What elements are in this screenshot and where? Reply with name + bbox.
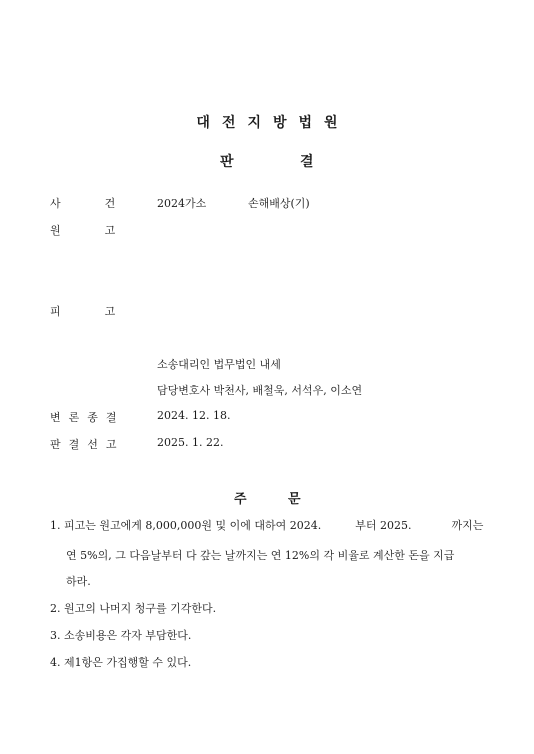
closing-label-char-4: 결 bbox=[105, 411, 117, 424]
judgment-label-char-3: 선 bbox=[87, 438, 98, 451]
plaintiff-label-char-1: 원 bbox=[50, 224, 61, 237]
plaintiff-label-char-2: 고 bbox=[104, 224, 116, 237]
order-item-1-line-2: 연 5%의, 그 다음날부터 다 갚는 날까지는 연 12%의 각 비율로 계산한 돈을 지급 bbox=[66, 549, 455, 562]
closing-date: 2024. 12. 18. bbox=[157, 409, 231, 422]
closing-label bbox=[50, 409, 117, 425]
defendant-label bbox=[50, 303, 115, 319]
order-item-1-text-a: 1. 피고는 원고에게 8,000,000원 및 이에 대하여 2024. bbox=[50, 519, 322, 532]
order-heading-char-2: 문 bbox=[288, 492, 301, 507]
order-item-4: 4. 제1항은 가집행할 수 있다. bbox=[50, 656, 192, 669]
order-item-1-text-b: 부터 2025. bbox=[355, 519, 412, 532]
order-item-1-line-1 bbox=[50, 517, 483, 533]
doc-type-char-2: 결 bbox=[300, 154, 314, 170]
judgment-label-char-4: 고 bbox=[105, 438, 117, 451]
defendant-label-char-2: 고 bbox=[104, 305, 116, 318]
plaintiff-label bbox=[50, 222, 115, 238]
case-number: 2024가소 bbox=[157, 197, 207, 210]
counsel-line: 소송대리인 법무법인 내세 bbox=[157, 358, 281, 371]
doc-type-char-1: 판 bbox=[220, 154, 234, 170]
judgment-label-char-1: 판 bbox=[50, 438, 61, 451]
order-item-1-text-c: 까지는 bbox=[451, 519, 484, 532]
attorneys-line: 담당변호사 박천사, 배철욱, 서석우, 이소연 bbox=[157, 384, 363, 397]
closing-label-char-1: 변 bbox=[50, 411, 61, 424]
defendant-label-char-1: 피 bbox=[50, 305, 61, 318]
judgment-label bbox=[50, 436, 117, 452]
order-item-1-line-3: 하라. bbox=[66, 575, 91, 588]
judgment-date: 2025. 1. 22. bbox=[157, 436, 224, 449]
case-name: 손해배상(기) bbox=[248, 197, 310, 210]
judgment-label-char-2: 결 bbox=[68, 438, 80, 451]
order-item-2: 2. 원고의 나머지 청구를 기각한다. bbox=[50, 602, 217, 615]
closing-label-char-2: 론 bbox=[68, 411, 80, 424]
court-name: 대전지방법원 bbox=[196, 115, 350, 131]
order-item-3: 3. 소송비용은 각자 부담한다. bbox=[50, 629, 192, 642]
order-heading-char-1: 주 bbox=[234, 492, 247, 507]
closing-label-char-3: 종 bbox=[87, 411, 98, 424]
case-label-char-2: 건 bbox=[104, 197, 116, 210]
case-label-char-1: 사 bbox=[50, 197, 61, 210]
case-label bbox=[50, 195, 115, 211]
